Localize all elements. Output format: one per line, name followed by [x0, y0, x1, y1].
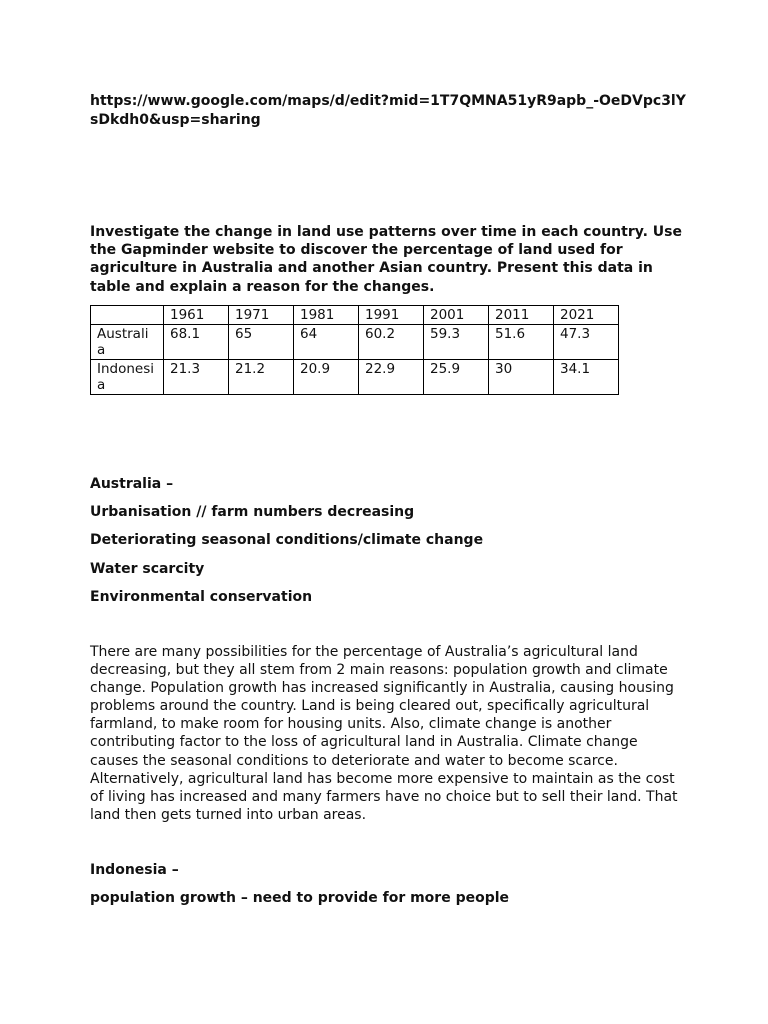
table-cell: 60.2: [359, 325, 424, 360]
australia-point: Urbanisation // farm numbers decreasing: [90, 504, 415, 520]
table-cell: 22.9: [359, 360, 424, 395]
table-cell: 47.3: [554, 325, 619, 360]
table-cell: 65: [229, 325, 294, 360]
table-cell: 21.3: [164, 360, 229, 395]
table-header-row: [91, 306, 619, 325]
table-row: [91, 360, 619, 395]
explanation-paragraph: There are many possibilities for the percentage of Australia’s agricultural land decreasing, but they all stem from 2 main reasons: population growth and climate change. Population growth has increased significantly in Australia, causing housing problems around the country. Land is being cleared out, specifically agricultural farmland, to make room for housing units. Also, climate change is another contributing factor to the loss of agricultural land in Australia. Climate change causes the seasonal conditions to deteriorate and water to become scarce. Alternatively, agricultural land has become more expensive to maintain as the cost of living has increased and many farmers have no choice but to sell their land. That land then gets turned into urban areas.: [90, 644, 678, 823]
table-cell: 20.9: [294, 360, 359, 395]
table-cell: 64: [294, 325, 359, 360]
table-cell: 51.6: [489, 325, 554, 360]
australia-point: Environmental conservation: [90, 589, 313, 605]
row-label-australia: Australi a: [91, 325, 164, 360]
table-header-cell: 1961: [164, 306, 229, 325]
table-cell: 59.3: [424, 325, 489, 360]
table-header-cell: 2011: [489, 306, 554, 325]
indonesia-heading: Indonesia –: [90, 862, 179, 878]
australia-point: Deteriorating seasonal conditions/climate change: [90, 532, 484, 548]
map-link-url[interactable]: https://www.google.com/maps/d/edit?mid=1T7QMNA51yR9apb_-OeDVpc3lYsDkdh0&usp=sharing: [90, 93, 686, 128]
indonesia-point: population growth – need to provide for more people: [90, 890, 510, 906]
table-cell: 25.9: [424, 360, 489, 395]
table-cell: 34.1: [554, 360, 619, 395]
australia-point: Water scarcity: [90, 561, 205, 577]
row-label-indonesia: Indonesi a: [91, 360, 164, 395]
australia-heading: Australia –: [90, 476, 174, 492]
table-header-cell: 1971: [229, 306, 294, 325]
question-text: Investigate the change in land use patterns over time in each country. Use the Gapminder website to discover the percentage of land used for agriculture in Australia and another Asian country. Present this data in table and explain a reason for the changes.: [90, 224, 682, 295]
agricultural-land-table: [90, 305, 619, 395]
table-header-cell: [91, 306, 164, 325]
table-cell: 68.1: [164, 325, 229, 360]
table-cell: 30: [489, 360, 554, 395]
table-cell: 21.2: [229, 360, 294, 395]
table-row: [91, 325, 619, 360]
table-header-cell: 2021: [554, 306, 619, 325]
table-header-cell: 2001: [424, 306, 489, 325]
table-header-cell: 1991: [359, 306, 424, 325]
table-header-cell: 1981: [294, 306, 359, 325]
